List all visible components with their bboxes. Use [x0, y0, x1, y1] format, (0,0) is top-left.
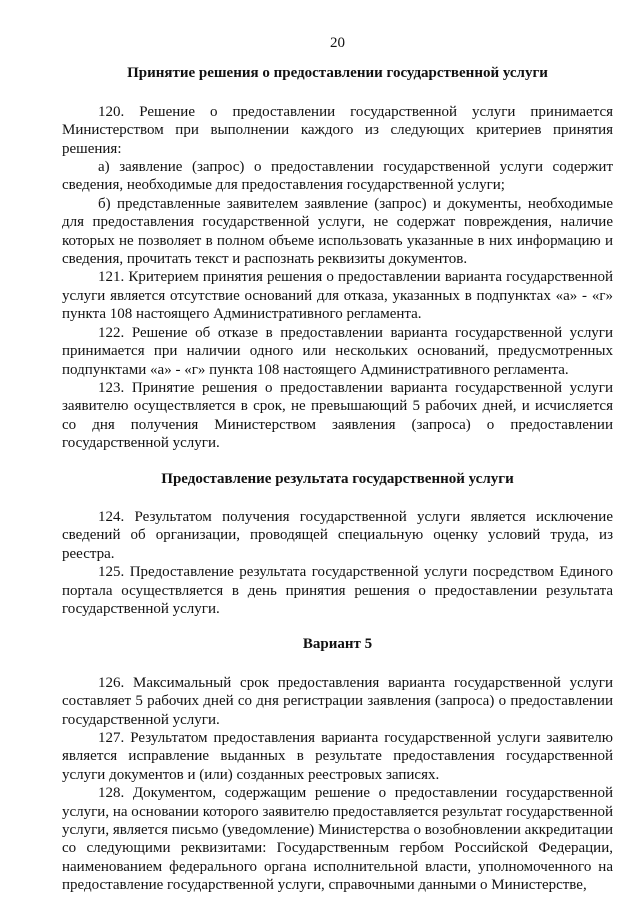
section-result: [62, 470, 613, 619]
paragraph-120-b: б) представленные заявителем заявление (запрос) и документы, необходимые для предоставления государственной услуги, не содержат повреждения, наличие которых не позволяет в полном объеме использовать указанные в них информацию и сведения, прочитать текст и распознать реквизиты документов.: [62, 195, 613, 268]
page-number: 20: [330, 35, 345, 51]
section-heading: Принятие решения о предоставлении государственной услуги: [127, 65, 548, 82]
section-heading: Предоставление результата государственной услуги: [161, 470, 514, 487]
paragraph-124: 124. Результатом получения государственной услуги является исключение сведений об организации, проводящей специальную оценку условий труда, из реестра.: [62, 508, 613, 562]
paragraph-123: 123. Принятие решения о предоставлении варианта государственной услуги заявителю осуществляется в срок, не превышающий 5 рабочих дней, и исчисляется со дня получения Министерством заявления (запроса) о предоставлении государственной услуги.: [62, 379, 613, 452]
paragraph-120-a: а) заявление (запрос) о предоставлении государственной услуги содержит сведения, необходимые для предоставления государственной услуги;: [62, 159, 613, 194]
paragraph-126: 126. Максимальный срок предоставления варианта государственной услуги составляет 5 рабочих дней со дня регистрации заявления (запроса) о предоставлении государственной услуги.: [62, 674, 613, 728]
paragraph-125: 125. Предоставление результата государственной услуги посредством Единого портала осуществляется в день принятия решения о предоставлении результата государственной услуги.: [62, 564, 613, 617]
section-variant-5: [62, 635, 613, 894]
paragraph-122: 122. Решение об отказе в предоставлении варианта государственной услуги принимается при наличии одного или нескольких оснований, предусмотренных подпунктами «а» - «г» пункта 108 настоящего Административного регламента.: [62, 324, 613, 378]
paragraph-127: 127. Результатом предоставления варианта государственной услуги заявителю является исправление выданных в результате предоставления государственной услуги документов и (или) созданных реестровых записях.: [62, 730, 613, 783]
paragraph-120: 120. Решение о предоставлении государственной услуги принимается Министерством при выполнении каждого из следующих критериев принятия решения:: [62, 103, 613, 157]
paragraph-121: 121. Критерием принятия решения о предоставлении варианта государственной услуги является отсутствие оснований для отказа, указанных в подпунктах «а» - «г» пункта 108 настоящего Административного регламента.: [62, 269, 613, 323]
section-decision: [62, 64, 613, 452]
paragraph-128: 128. Документом, содержащим решение о предоставлении государственной услуги, на основании которого заявителю предоставляется результат государственной услуги, является письмо (уведомление) Министерства о возобновлении аккредитации со следующими реквизитами: Государственным гербом Российской Федерации, наименованием федерального органа исполнительной власти, уполномоченного на предоставление государственной услуги, справочными данными о Министерстве,: [62, 785, 613, 894]
section-heading: Вариант 5: [302, 636, 373, 653]
